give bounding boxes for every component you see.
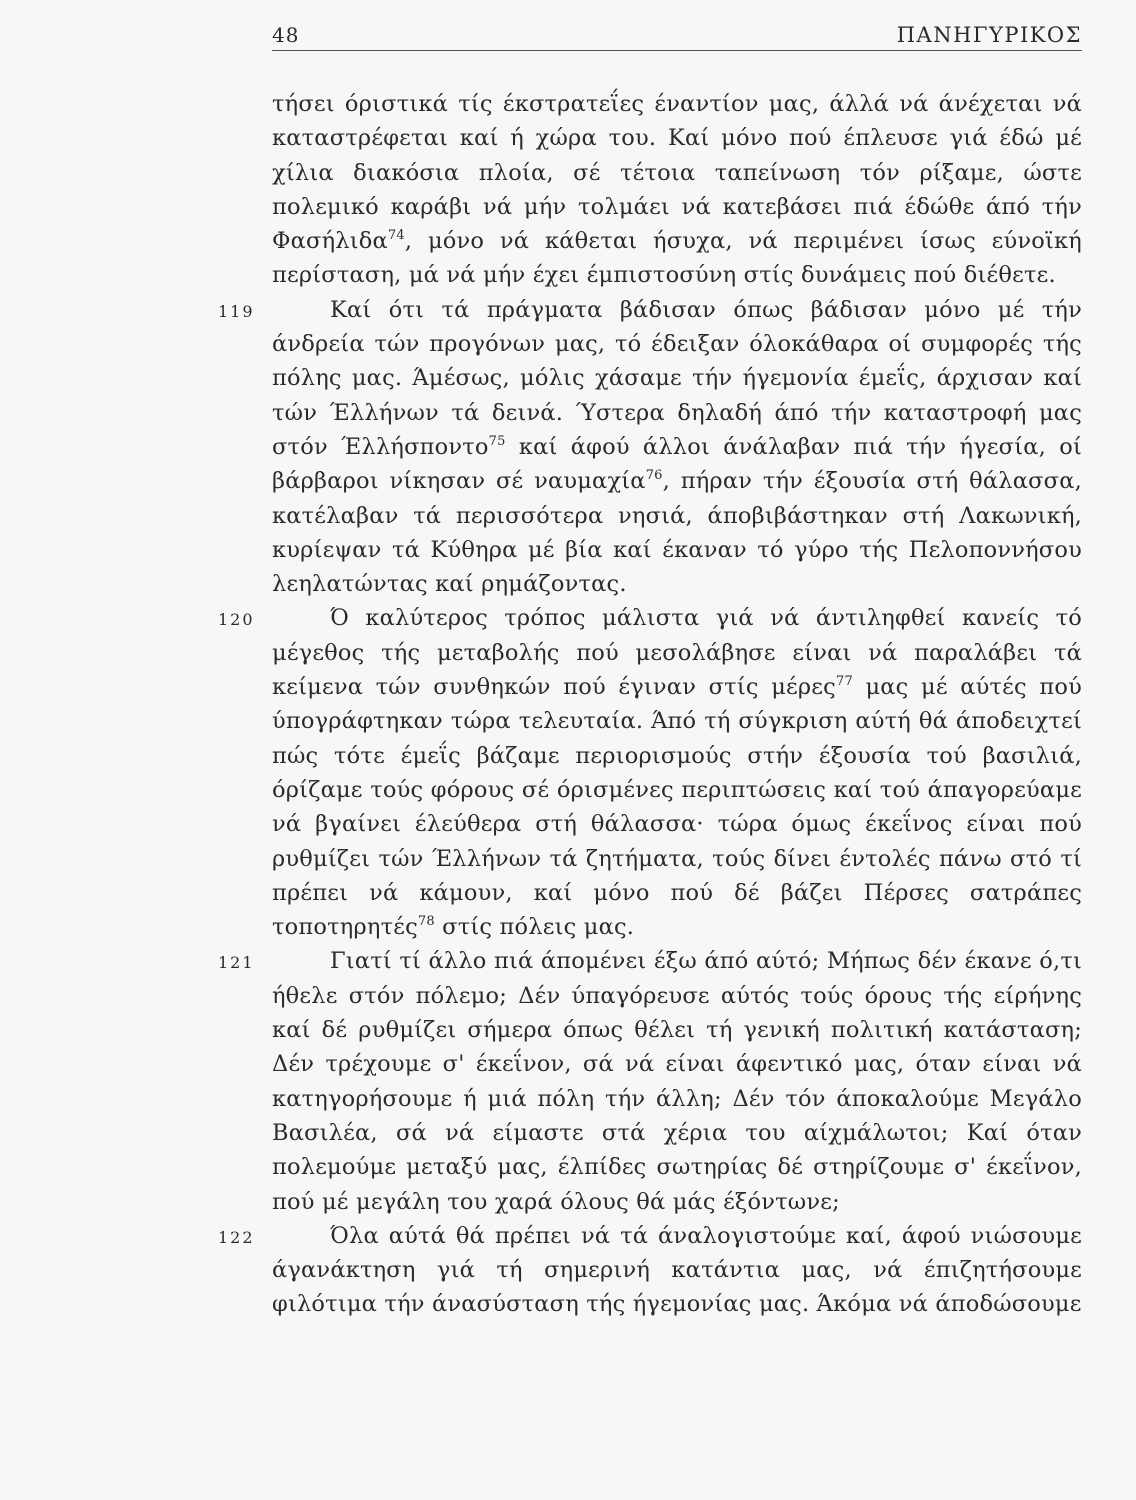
text-run: μας μέ αύτές πού ύπογράφτηκαν τώρα τελευταία. Άπό τή σύγκριση αύτή θά άποδειχτεί πώς τότε έμεΐς βάζαμε περιορισμούς στήν έξουσία τού βασιλιά, όρίζαμε τούς φόρους σέ όρισμένες περιπτώσεις καί τού άπαγορεύαμε νά βγαίνει έλεύθερα στή θάλασσα· τώρα όμως έκεΐνος είναι πού ρυθμίζει τών Έλλήνων τά ζητήματα, τούς δίνει έντολές πάνω στό τί πρέπει νά κάμουν, καί μόνο πού δέ βάζει Πέρσες σατράπες τοποτηρητές [272,674,1082,941]
text-run: στίς πόλεις μας. [434,914,635,941]
text-run: Όλα αύτά θά πρέπει νά τά άναλογιστούμε καί, άφού νιώσουμε άγανάκτηση γιά τή σημερινή κατάντια μας, νά έπιζητήσουμε φιλότιμα τήν άνασύσταση τής ήγεμονίας μας. Άκόμα νά άποδώσουμε [272,1222,1082,1318]
text-run: τήσει όριστικά τίς έκστρατεΐες έναντίον μας, άλλά νά άνέχεται νά καταστρέφεται καί ή χώρα του. Καί μόνο πού έπλευσε γιά έδώ μέ χίλια διακόσια πλοία, σέ τέτοια ταπείνωση τόν ρίξαμε, ώστε πολεμικό καράβι νά μήν τολμάει νά κατεβάσει πιά έδώθε άπό τήν Φασήλιδα [272,91,1082,255]
paragraph-122 [218,1219,1082,1322]
footnote-ref: 75 [488,433,506,449]
paragraph-continuation [272,87,1082,293]
footnote-ref: 74 [387,228,405,244]
footnote-ref: 77 [835,674,853,690]
page-number: 48 [272,23,300,47]
text-run: καί άφού άλλοι άνάλαβαν πιά τήν ήγεσία, οί βάρβαροι νίκησαν σέ ναυμαχία [272,433,1082,495]
page-header [272,20,1082,51]
section-number: 120 [218,610,255,630]
paragraph-119 [218,293,1082,602]
text-run: , πήραν τήν έξουσία στή θάλασσα, κατέλαβαν τά περισσότερα νησιά, άποβιβάστηκαν στή Λακωνική, κυρίεψαν τά Κύθηρα μέ βία καί έκαναν τό γύρο τής Πελοποννήσου λεηλατώντας καί ρημάζοντας. [272,468,1082,598]
text-run: Ό καλύτερος τρόπος μάλιστα γιά νά άντιληφθεί κανείς τό μέγεθος τής μεταβολής πού μεσολάβησε είναι νά παραλάβει τά κείμενα τών συνθηκών πού έγιναν στίς μέρες [272,605,1082,701]
paragraph-120 [218,601,1082,944]
body-text [218,87,1082,1322]
running-title: ΠΑΝΗΓΥΡΙΚΟΣ [896,23,1082,47]
text-run: Καί ότι τά πράγματα βάδισαν όπως βάδισαν μόνο μέ τήν άνδρεία τών προγόνων μας, τό έδειξαν όλοκάθαρα οί συμφορές τής πόλης μας. Άμέσως, μόλις χάσαμε τήν ήγεμονία έμεΐς, άρχισαν καί τών Έλλήνων τά δεινά. Ύστερα δηλαδή άπό τήν καταστροφή μας στόν Έλλήσποντο [272,296,1082,460]
footnote-ref: 76 [645,468,663,484]
section-number: 122 [218,1227,255,1247]
section-number: 119 [218,301,255,321]
text-run: Γιατί τί άλλο πιά άπομένει έξω άπό αύτό; Μήπως δέν έκανε ό,τι ήθελε στόν πόλεμο; Δέν ύπαγόρευσε αύτός τούς όρους τής είρήνης καί δέ ρυθμίζει σήμερα όπως θέλει τή γενική πολιτική κατάσταση; Δέν τρέχουμε σ' έκεΐνον, σά νά είναι άφεντικό μας, όταν είναι νά κατηγορήσουμε ή μιά πόλη τήν άλλη; Δέν τόν άποκαλούμε Μεγάλο Βασιλέα, σά νά είμαστε στά χέρια του αίχμάλωτοι; Καί όταν πολεμούμε μεταξύ μας, έλπίδες σωτηρίας δέ στηρίζουμε σ' έκεΐνον, πού μέ μεγάλη του χαρά όλους θά μάς έξόντωνε; [272,948,1082,1215]
section-number: 121 [218,953,255,973]
footnote-ref: 78 [417,914,435,930]
paragraph-121 [218,944,1082,1218]
text-run: , μόνο νά κάθεται ήσυχα, νά περιμένει ίσως εύνοϊκή περίσταση, μά νά μήν έχει έμπιστοσύνη στίς δυνάμεις πού διέθετε. [272,228,1082,289]
